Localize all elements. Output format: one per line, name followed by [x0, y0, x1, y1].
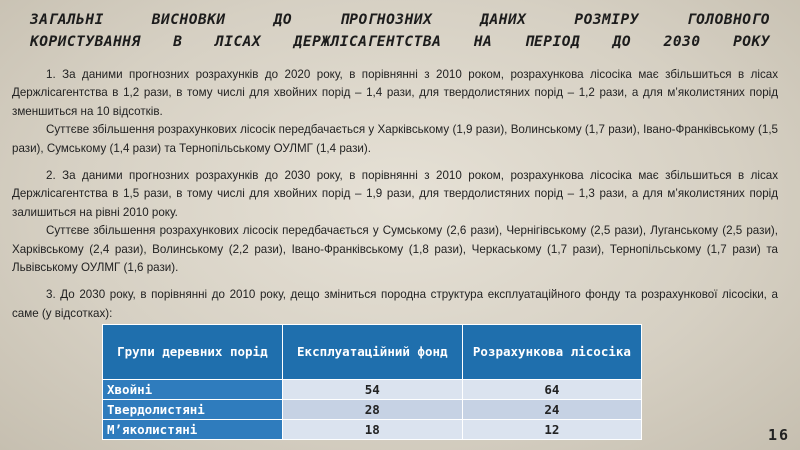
- paragraph-2-detail: Суттєве збільшення розрахункових лісосік передбачається у Сумському (2,6 рази), Чернігівському (2,5 рази), Луганському (2,5 рази), Харківському (2,4 рази), Волинському (2,2 рази), Івано-Франківському (1,8 рази), Черкаському (1,7 рази), Тернопільському (1,7 рази) та Львівському ОУЛМГ (1,6 рази).: [12, 224, 778, 275]
- table-row: [103, 380, 642, 400]
- paragraph-2-number: 2.: [46, 169, 56, 183]
- paragraph-3: [12, 286, 778, 323]
- row-fund-value: 54: [282, 380, 462, 400]
- row-cut-value: 24: [462, 400, 641, 420]
- header-species-groups: Групи деревних порід: [103, 325, 283, 380]
- paragraph-1-detail: Суттєве збільшення розрахункових лісосік передбачається у Харківському (1,9 рази), Волинському (1,7 рази), Івано-Франківському (1,5 рази), Сумському (1,4 рази) та Тернопільському ОУЛМГ (1,4 рази).: [12, 123, 778, 155]
- row-species-name: М’яколистяні: [103, 420, 283, 440]
- table-row: [103, 420, 642, 440]
- row-fund-value: 18: [282, 420, 462, 440]
- header-allowable-cut: Розрахункова лісосіка: [462, 325, 641, 380]
- row-species-name: Хвойні: [103, 380, 283, 400]
- species-structure-table: [102, 324, 642, 440]
- paragraph-2-text: За даними прогнозних розрахунків до 2030 року, в порівнянні з 2010 роком, розрахункова лісосіка має збільшиться в лісах Держлісагентства в 1,5 рази, в тому числі для хвойних порід – 1,9 рази, для твердолистяних порід – 1,3 рази, а для м’яколистяних порід залишиться на рівні 2010 року.: [12, 169, 778, 219]
- table-row: [103, 400, 642, 420]
- page-number: 16: [767, 426, 790, 444]
- title-line-1: ЗАГАЛЬНІ ВИСНОВКИ ДО ПРОГНОЗНИХ ДАНИХ РОЗМІРУ ГОЛОВНОГО: [30, 12, 770, 28]
- title-line-2: КОРИСТУВАННЯ В ЛІСАХ ДЕРЖЛІСАГЕНТСТВА НА ПЕРІОД ДО 2030 РОКУ: [30, 34, 770, 50]
- table-header-row: [103, 325, 642, 380]
- paragraph-1: [12, 66, 778, 121]
- paragraph-1-number: 1.: [46, 68, 56, 81]
- paragraph-1-text: За даними прогнозних розрахунків до 2020 року, в порівнянні з 2010 роком, розрахункова лісосіка має збільшиться в лісах Держлісагентства в 1,2 рази, в тому числі для хвойних порід – 1,4 рази, для твердолистяних порід – 1,2 рази, а для м’яколистяних порід зменшиться на 10 відсотків.: [12, 68, 778, 118]
- paragraph-3-number: 3.: [46, 288, 56, 302]
- row-cut-value: 64: [462, 380, 641, 400]
- row-species-name: Твердолистяні: [103, 400, 283, 420]
- row-cut-value: 12: [462, 420, 641, 440]
- row-fund-value: 28: [282, 400, 462, 420]
- paragraph-2: [12, 167, 778, 222]
- paragraph-3-text: До 2030 року, в порівнянні до 2010 року, дещо зміниться породна структура експлуатаційного фонду та розрахункової лісосіки, а саме (у відсотках):: [12, 288, 778, 320]
- header-operational-fund: Експлуатаційний фонд: [282, 325, 462, 380]
- page-title: [30, 9, 770, 53]
- conclusions-text: [12, 66, 778, 323]
